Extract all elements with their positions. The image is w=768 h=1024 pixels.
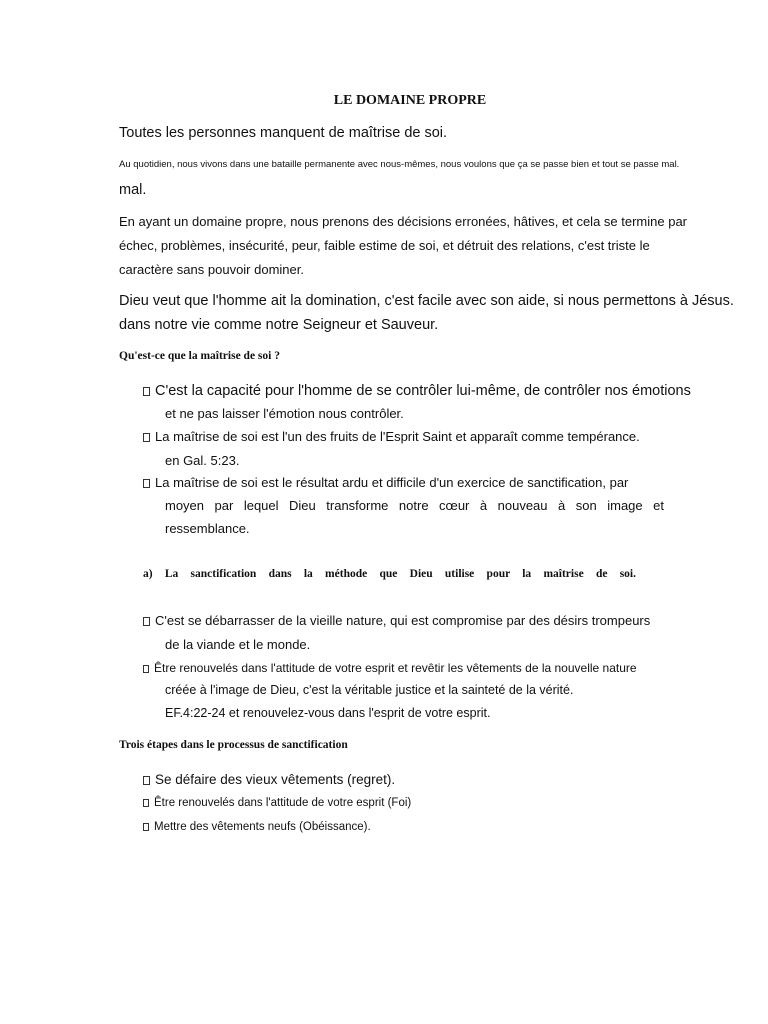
section1-bullet-3-line-3: ressemblance. [165,521,250,536]
paragraph2-line-1: Dieu veut que l'homme ait la domination, c'est facile avec son aide, si nous permettons à Jésus. [119,293,734,309]
checkbox-icon [143,433,150,442]
section1-bullet-2-line-2: en Gal. 5:23. [165,453,240,468]
checkbox-icon [143,665,149,673]
section1-bullet-3-line-1: La maîtrise de soi est le résultat ardu et difficile d'un exercice de sanctification, par [143,475,628,490]
section2-bullet-2-line-3: EF.4:22-24 et renouvelez-vous dans l'esprit de votre esprit. [165,706,491,720]
section1-heading: Qu'est-ce que la maîtrise de soi ? [119,350,280,362]
section2-bullet-1-line-2: de la viande et le monde. [165,637,311,652]
intro-line-3: mal. [119,182,147,198]
section3-bullet-1: Se défaire des vieux vêtements (regret). [143,772,395,787]
section1-bullet-3-line-2: moyen par lequel Dieu transforme notre cœur à nouveau à son image et [165,498,664,513]
intro-line-1: Toutes les personnes manquent de maîtrise de soi. [119,125,448,141]
section3-bullet-2: Être renouvelés dans l'attitude de votre esprit (Foi) [143,797,411,809]
section2-heading: a) La sanctification dans la méthode que Dieu utilise pour la maîtrise de soi. [143,568,636,580]
checkbox-icon [143,776,150,785]
section1-bullet-1-line-2: et ne pas laisser l'émotion nous contrôler. [165,406,404,421]
section1-bullet-2-line-1: La maîtrise de soi est l'un des fruits de l'Esprit Saint et apparaît comme tempérance. [143,429,640,444]
document-title: LE DOMAINE PROPRE [333,93,487,108]
checkbox-icon [143,823,149,831]
section1-bullet-1-line-1: C'est la capacité pour l'homme de se contrôler lui-même, de contrôler nos émotions [143,383,691,399]
paragraph1-line-2: échec, problèmes, insécurité, peur, faible estime de soi, et détruit des relations, c'est triste le [119,238,650,253]
section2-bullet-2-line-1: Être renouvelés dans l'attitude de votre esprit et revêtir les vêtements de la nouvelle nature [143,661,637,675]
checkbox-icon [143,479,150,488]
paragraph1-line-1: En ayant un domaine propre, nous prenons des décisions erronées, hâtives, et cela se termine par [119,214,687,229]
section3-bullet-3: Mettre des vêtements neufs (Obéissance). [143,821,371,833]
paragraph2-line-2: dans notre vie comme notre Seigneur et Sauveur. [119,317,439,333]
section2-bullet-1-line-1: C'est se débarrasser de la vieille nature, qui est compromise par des désirs trompeurs [143,613,650,628]
intro-line-2: Au quotidien, nous vivons dans une bataille permanente avec nous-mêmes, nous voulons que ça se passe bien et tout se passe mal. [119,159,680,170]
section2-bullet-2-line-2: créée à l'image de Dieu, c'est la véritable justice et la sainteté de la vérité. [165,683,574,697]
checkbox-icon [143,617,150,626]
section3-heading: Trois étapes dans le processus de sanctification [119,739,348,751]
paragraph1-line-3: caractère sans pouvoir dominer. [119,262,304,277]
checkbox-icon [143,799,149,807]
checkbox-icon [143,387,150,396]
